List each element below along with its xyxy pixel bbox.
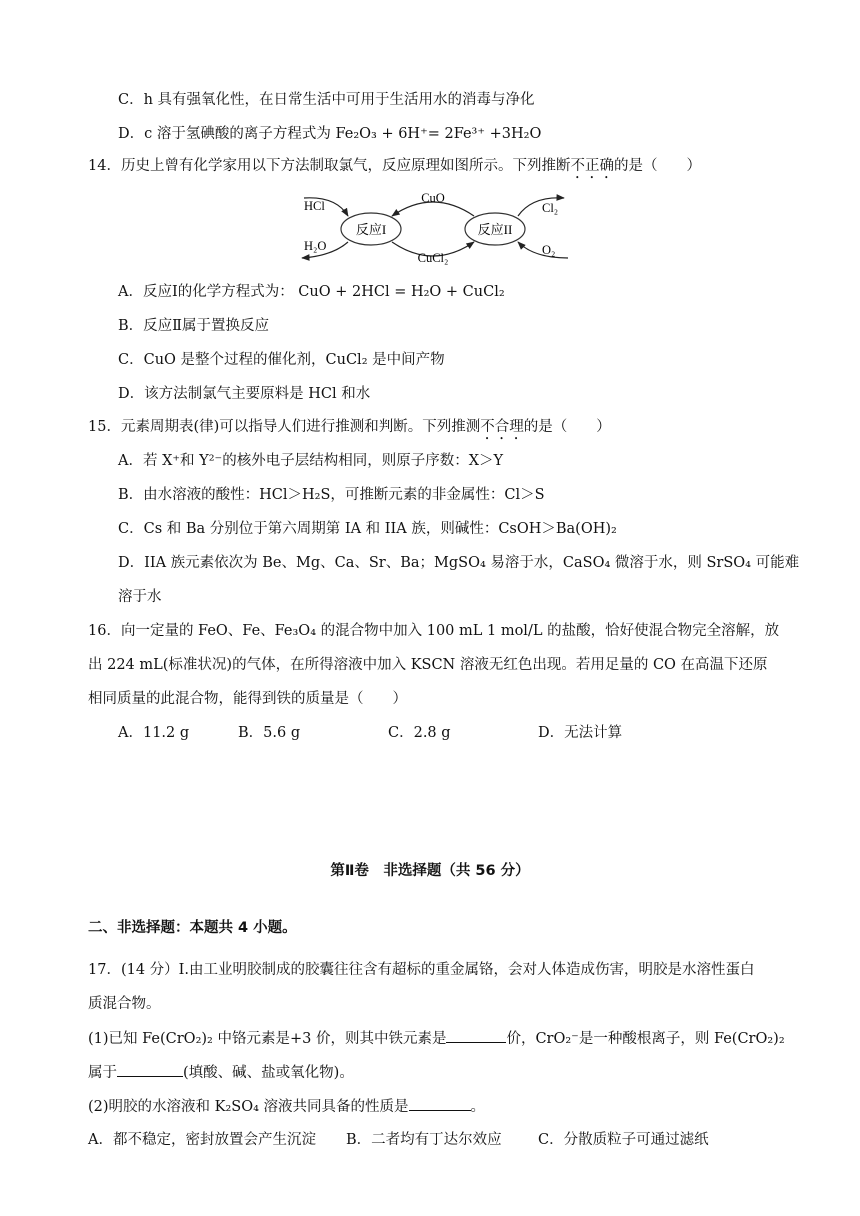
q17-option-b: B．二者均有丁达尔效应 <box>346 1132 502 1148</box>
q13-option-d-equation: Fe₂O₃ + 6H⁺= 2Fe³⁺ +3H₂O <box>335 126 542 142</box>
q14-option-c: C．CuO 是整个过程的催化剂，CuCl₂ 是中间产物 <box>118 352 445 368</box>
q17-sub1-line1 <box>88 1028 785 1049</box>
q15-option-d-line1: D．IIA 族元素依次为 Be、Mg、Ca、Sr、Ba；MgSO₄ 易溶于水，CaSO₄ 微溶于水，则 SrSO₄ 可能难 <box>118 555 800 571</box>
q15-option-b: B．由水溶液的酸性：HCl＞H₂S，可推断元素的非金属性：Cl＞S <box>118 487 545 503</box>
cucl2-label: CuCl₂ <box>417 251 449 265</box>
q17-sub1-line2 <box>88 1062 354 1083</box>
compound-class-blank[interactable] <box>117 1062 183 1077</box>
q14-option-d: D．该方法制氯气主要原料是 HCl 和水 <box>118 386 371 402</box>
q17-sub1-text-d: (填酸、碱、盐或氧化物)。 <box>183 1065 354 1081</box>
hcl-label: HCl <box>304 199 325 213</box>
q14-option-b: B．反应Ⅱ属于置换反应 <box>118 318 270 334</box>
q17-stem-line2: 质混合物。 <box>88 996 161 1012</box>
q17-sub2-text: (2)明胶的水溶液和 K₂SO₄ 溶液共同具备的性质是 <box>88 1099 409 1115</box>
q16-stem-line1: 16．向一定量的 FeO、Fe、Fe₃O₄ 的混合物中加入 100 mL 1 mol/L 的盐酸，恰好使混合物完全溶解，放 <box>88 623 780 639</box>
q17-sub2-end: 。 <box>470 1099 486 1115</box>
q17-sub2 <box>88 1096 485 1117</box>
q16-option-a: A．11.2 g <box>118 725 190 741</box>
o2-label: O₂ <box>542 243 556 257</box>
q17-sub1-text-a: (1)已知 Fe(CrO₂)₂ 中铬元素是+3 价，则其中铁元素是 <box>88 1031 447 1047</box>
q14-stem-emphasis: 不正确 <box>570 158 614 174</box>
q17-option-a: A．都不稳定，密封放置会产生沉淀 <box>88 1132 316 1148</box>
q14-reaction-diagram <box>296 184 576 272</box>
reaction-2-label: 反应II <box>477 222 513 237</box>
q17-sub1-text-b: 价，CrO₂⁻是一种酸根离子，则 Fe(CrO₂)₂ <box>506 1031 785 1047</box>
q14-option-a: A．反应Ⅰ的化学方程式为： CuO + 2HCl = H₂O + CuCl₂ <box>118 284 505 300</box>
q15-stem-pre: 15．元素周期表(律)可以指导人们进行推测和判断。下列推测 <box>88 419 481 435</box>
q16-stem-line3: 相同质量的此混合物，能得到铁的质量是（ ） <box>88 691 407 707</box>
q15-option-d-line2: 溶于水 <box>118 589 162 605</box>
reaction-1-label: 反应I <box>355 222 387 237</box>
q14-stem <box>88 156 701 182</box>
q13-option-c: C．h 具有强氧化性，在日常生活中可用于生活用水的消毒与净化 <box>118 92 535 108</box>
q16-option-c: C．2.8 g <box>388 725 451 741</box>
iron-valence-blank[interactable] <box>446 1028 506 1043</box>
q17-sub1-text-c: 属于 <box>88 1065 117 1081</box>
q16-stem-line2: 出 224 mL(标准状况)的气体，在所得溶液中加入 KSCN 溶液无红色出现。若用足量的 CO 在高温下还原 <box>88 657 768 673</box>
cuo-label: CuO <box>421 191 445 205</box>
q14-stem-post: 的是（ ） <box>613 158 701 174</box>
h2o-label: H₂O <box>304 239 327 253</box>
q15-option-c: C．Cs 和 Ba 分别位于第六周期第 IA 和 IIA 族，则碱性：CsOH＞Ba(OH)₂ <box>118 521 617 537</box>
cl2-label: Cl₂ <box>542 201 559 215</box>
q15-stem <box>88 417 611 443</box>
q15-stem-emphasis: 不合理 <box>480 419 524 435</box>
q17-option-c: C．分散质粒子可通过滤纸 <box>538 1132 709 1148</box>
q14-stem-pre: 14．历史上曾有化学家用以下方法制取氯气，反应原理如图所示。下列推断 <box>88 158 571 174</box>
q16-option-d: D．无法计算 <box>538 725 623 741</box>
q13-option-d-text: D．c 溶于氢碘酸的离子方程式为 <box>118 126 336 142</box>
q15-option-a: A．若 X⁺和 Y²⁻的核外电子层结构相同，则原子序数：X＞Y <box>118 453 504 469</box>
shared-property-blank[interactable] <box>409 1096 471 1111</box>
part2-title: 第Ⅱ卷 非选择题（共 56 分） <box>330 863 530 879</box>
part2-heading: 二、非选择题：本题共 4 小题。 <box>88 920 297 936</box>
q16-option-b: B．5.6 g <box>238 725 301 741</box>
q13-option-d <box>118 124 541 144</box>
q17-stem-line1: 17．(14 分）I.由工业明胶制成的胶囊往往含有超标的重金属铬，会对人体造成伤害，明胶是水溶性蛋白 <box>88 962 755 978</box>
q15-stem-post: 的是（ ） <box>523 419 611 435</box>
